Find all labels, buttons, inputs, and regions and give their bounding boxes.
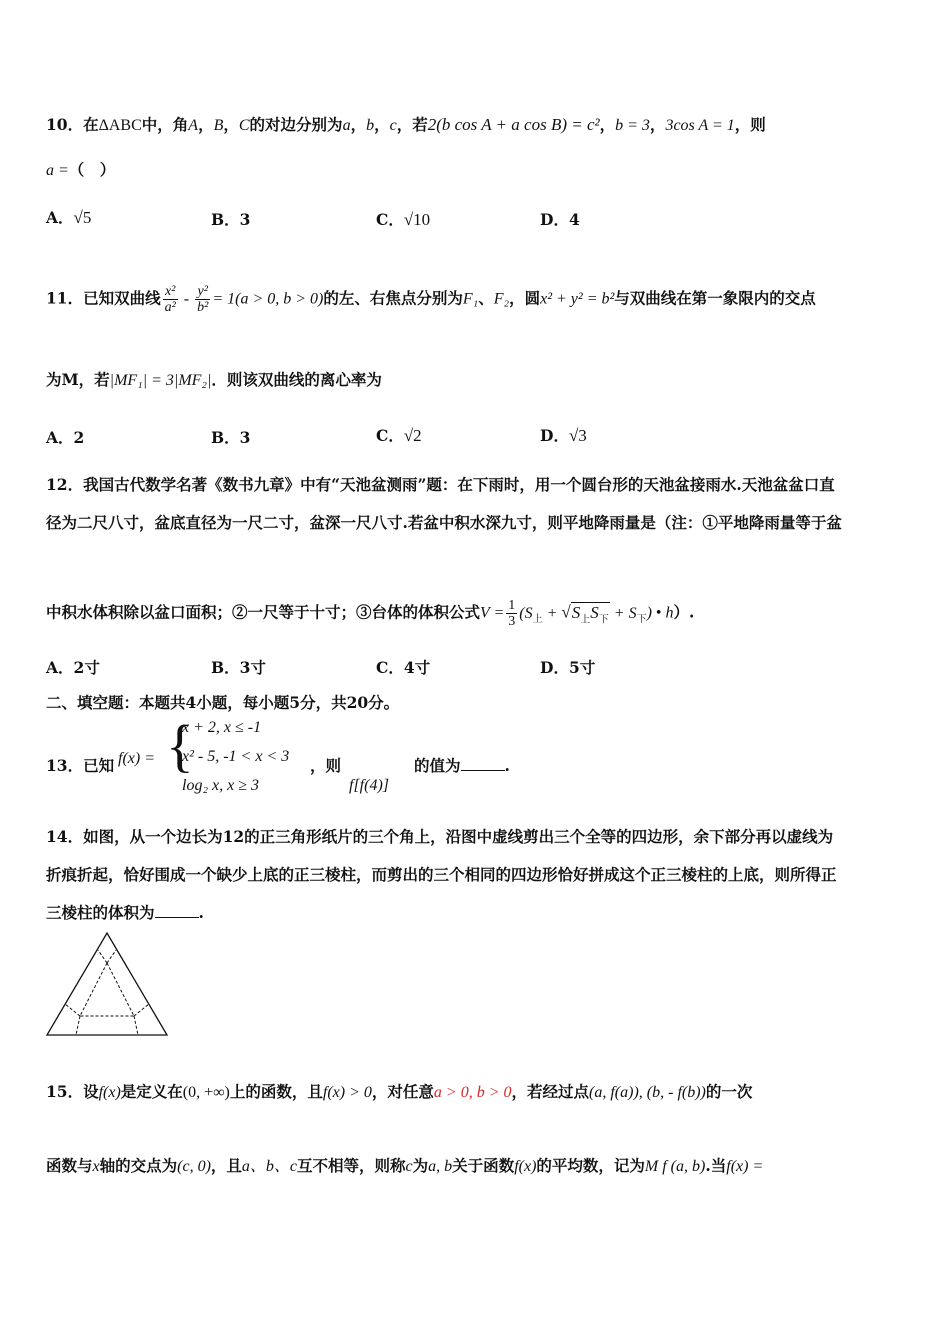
q11-option-a[interactable]: A．2: [46, 428, 85, 447]
q13-answer-blank[interactable]: [461, 756, 505, 771]
q12-line1: 12．我国古代数学名著《数书九章》中有“天池盆测雨”题：在下雨时，用一个圆台形的天池盆接雨水.天池盆盆口直: [46, 475, 835, 494]
one-third: $\frac{1}{3}$: [508, 598, 516, 629]
q10-option-d[interactable]: D．4: [540, 210, 580, 229]
q11-option-c[interactable]: C．√2: [376, 426, 422, 445]
q12-option-c[interactable]: C．4寸: [376, 658, 431, 677]
q10-option-c[interactable]: C．√10: [376, 210, 431, 229]
q12-line2: 径为二尺八寸，盆底直径为一尺二寸，盆深一尺八寸.若盆中积水深九寸，则平地降雨量是（注：①平地降雨量等于盆: [46, 513, 842, 532]
q12-option-d[interactable]: D．5寸: [540, 658, 596, 677]
q13-ff4: f[f(4)]: [349, 777, 389, 794]
q13-post: 的值为 .: [414, 756, 510, 775]
q13-fx: f(x) =: [118, 750, 155, 767]
triangle-abc: ΔABC: [98, 117, 142, 134]
q13-case3: log₂ x, x ≥ 3: [182, 777, 259, 794]
q15-ab-condition: a > 0, b > 0: [433, 1084, 512, 1101]
q10-option-a[interactable]: A．√5: [46, 208, 92, 227]
piecewise-brace: {: [166, 713, 194, 778]
q13-case1: x + 2, x ≤ -1: [182, 719, 262, 736]
q10-option-b[interactable]: B．3: [211, 210, 251, 229]
sqrt-term: $√S_上S_下$: [561, 602, 609, 625]
q11-line1: 11．已知双曲线 $\frac{\text{x²}}{\text{a²}}$ - $\frac{\text{y²}}{\text{b²}}$ = 1(a > 0, b > 0)的左、右焦点分别为F₁、F₂，圆x² + y² = b²与双曲线在第一象限内的交点: [46, 284, 816, 315]
q10-line1: 10．在ΔABC中，角A，B，C的对边分别为a，b，c，若2(b cos A + a cos B) = c²，b = 3，3cos A = 1，则: [46, 115, 766, 134]
q11-option-d[interactable]: D．√3: [540, 426, 587, 445]
q13-then: ，则: [310, 756, 342, 775]
q13-prefix: 13．已知: [46, 756, 115, 775]
q14-line1: 14．如图，从一个边长为12的正三角形纸片的三个角上，沿图中虚线剪出三个全等的四边形，余下部分再以虚线为: [46, 827, 834, 846]
section2-title: 二、填空题：本题共4小题，每小题5分，共20分。: [46, 693, 400, 712]
q15-line1: 15．设f(x)是定义在(0, +∞)上的函数，且f(x) > 0，对任意a > 0, b > 0，若经过点(a, f(a)), (b, - f(b))的一次: [46, 1082, 753, 1101]
q10-line2: a =（ ）: [46, 160, 116, 179]
q14-line2: 折痕折起，恰好围成一个缺少上底的正三棱柱，而剪出的三个相同的四边形恰好拼成这个正三棱柱的上底，则所得正: [46, 865, 837, 884]
q15-line2: 函数与x轴的交点为(c, 0)，且a、b、c互不相等，则称c为a, b关于函数f(x)的平均数，记为M f (a, b).当f(x) =: [46, 1156, 764, 1175]
q11-option-b[interactable]: B．3: [211, 428, 251, 447]
q14-answer-blank[interactable]: [155, 903, 199, 918]
q11-line2: 为M，若|MF₁| = 3|MF₂|．则该双曲线的离心率为: [46, 370, 382, 389]
q12-line3: 中积水体积除以盆口面积；②一尺等于十寸；③台体的体积公式V = $\frac{1}{3}$ $(S_上 + √S_上S_下 + S_下)$ • h）.: [46, 598, 695, 629]
q10-equation: 2(b cos A + a cos B) = c²: [427, 115, 600, 134]
q12-option-b[interactable]: B．3寸: [211, 658, 266, 677]
hyperbola-y-term: $\frac{\text{y²}}{\text{b²}}$: [197, 284, 209, 315]
triangle-paper-figure: [44, 930, 170, 1038]
q14-line3: 三棱柱的体积为 .: [46, 903, 204, 922]
q12-option-a[interactable]: A．2寸: [46, 658, 100, 677]
hyperbola-x-term: $\frac{\text{x²}}{\text{a²}}$: [164, 284, 176, 315]
q13-case2: x² - 5, -1 < x < 3: [182, 748, 290, 765]
